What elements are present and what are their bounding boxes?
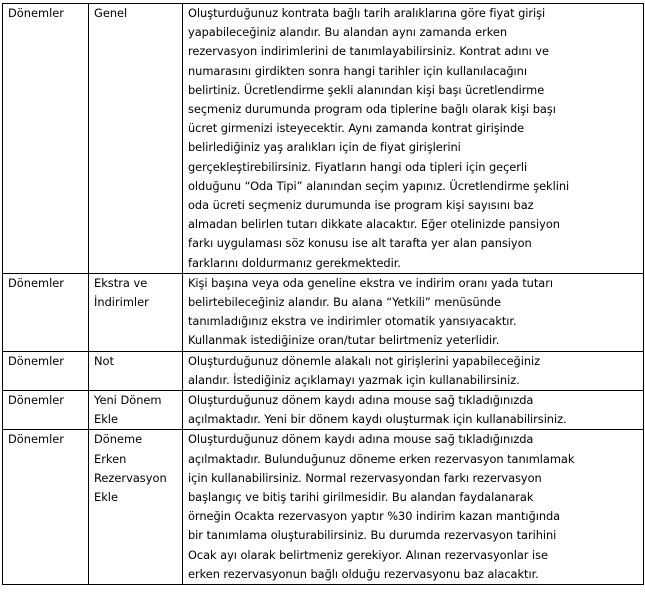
description-cell xyxy=(183,351,644,390)
description-line: belirlediğiniz yaş aralıkları için de fiyat girişlerini xyxy=(188,140,461,155)
description-line: erken rezervasyonun bağlı olduğu rezervasyonu baz alacaktır. xyxy=(188,566,539,581)
description-line: alandır. İstediğiniz açıklamayı yazmak için kullanabilirsiniz. xyxy=(188,372,520,387)
period-label: Dönemler xyxy=(8,432,64,447)
period-label: Dönemler xyxy=(8,393,64,408)
description-line: Oluşturduğunuz dönem kaydı adına mouse sağ tıkladığınızda xyxy=(188,393,534,408)
description-line: tanımladığınız ekstra ve indirimler otomatik yansıyacaktır. xyxy=(188,314,517,329)
section-label-line: Yeni Dönem xyxy=(94,393,162,408)
table-row xyxy=(3,273,644,351)
section-cell xyxy=(89,430,183,585)
section-cell xyxy=(89,4,183,274)
table-body xyxy=(3,4,644,585)
period-cell xyxy=(3,351,89,390)
period-cell xyxy=(3,4,89,274)
section-label-line: Not xyxy=(94,353,114,368)
section-cell xyxy=(89,273,183,351)
period-label: Dönemler xyxy=(8,275,64,290)
description-line: olduğunu “Oda Tipi” alanından seçim yapınız. Ücretlendirme şeklini xyxy=(188,178,570,193)
section-cell xyxy=(89,391,183,430)
description-line: açılmaktadır. Bulunduğunuz döneme erken rezervasyon tanımlamak xyxy=(188,451,575,466)
table-row xyxy=(3,4,644,274)
description-cell xyxy=(183,4,644,274)
description-line: bir tanımlama oluşturabilirsiniz. Bu durumda rezervasyon tarihini xyxy=(188,528,557,543)
description-line: örneğin Ocakta rezervasyon yaptır %30 indirim kazan mantığında xyxy=(188,509,561,524)
description-line: Ocak ayı olarak belirtmeniz gerekiyor. Alınan rezervasyonlar ise xyxy=(188,547,548,562)
description-line: açılmaktadır. Yeni bir dönem kaydı oluşturmak için kullanabilirsiniz. xyxy=(188,412,567,427)
description-line: Oluşturduğunuz kontrata bağlı tarih aralıklarına göre fiyat girişi xyxy=(188,6,546,20)
description-line: Kişi başına veya oda geneline ekstra ve indirim oranı yada tutarı xyxy=(188,275,553,290)
description-line: almadan belirlen tutarı dikkate alacaktır. Eğer otelinizde pansiyon xyxy=(188,217,560,232)
description-line: numarasını girdikten sonra hangi tarihler için kullanılacağını xyxy=(188,63,527,78)
description-line: belirtebileceğiniz alandır. Bu alana “Yetkili” menüsünde xyxy=(188,295,501,310)
description-line: rezervasyon indirimlerini de tanımlayabilirsiniz. Kontrat adını ve xyxy=(188,44,549,59)
description-line: belirtiniz. Ücretlendirme şekli alanından kişi başı ücretlendirme xyxy=(188,82,545,97)
description-line: gerçekleştirebilirsiniz. Fiyatların hangi oda tipleri için geçerli xyxy=(188,159,528,174)
section-label-line: Ekle xyxy=(94,412,118,427)
description-line: farklarını doldurmanız gerekmektedir. xyxy=(188,255,401,270)
description-line: farkı uygulaması söz konusu ise alt tarafta yer alan pansiyon xyxy=(188,236,532,251)
section-label-line: Erken xyxy=(94,451,127,466)
period-cell xyxy=(3,430,89,585)
period-cell xyxy=(3,273,89,351)
period-label: Dönemler xyxy=(8,353,64,368)
description-cell xyxy=(183,391,644,430)
section-label-line: İndirimler xyxy=(94,295,149,310)
table-row xyxy=(3,391,644,430)
period-cell xyxy=(3,391,89,430)
section-label-line: Ekle xyxy=(94,490,118,505)
documentation-table xyxy=(2,3,644,585)
description-line: yapabileceğiniz alandır. Bu alandan aynı zamanda erken xyxy=(188,25,508,40)
section-label-line: Döneme xyxy=(94,432,143,447)
description-cell xyxy=(183,430,644,585)
table-row xyxy=(3,430,644,585)
section-label-line: Rezervasyon xyxy=(94,470,167,485)
description-line: için kullanabilirsiniz. Normal rezervasyondan farkı rezervasyon xyxy=(188,470,542,485)
description-line: Oluşturduğunuz dönem kaydı adına mouse sağ tıkladığınızda xyxy=(188,432,534,447)
section-cell xyxy=(89,351,183,390)
table-row xyxy=(3,351,644,390)
section-label-line: Ekstra ve xyxy=(94,275,148,290)
description-line: başlangıç ve bitiş tarihi girilmesidir. Bu alandan faydalanarak xyxy=(188,490,534,505)
period-label: Dönemler xyxy=(8,6,64,20)
description-cell xyxy=(183,273,644,351)
description-line: ücret girmenizi isteyecektir. Aynı zamanda kontrat girişinde xyxy=(188,121,525,136)
description-line: oda ücreti seçmeniz durumunda ise program kişi sayısını baz xyxy=(188,198,534,213)
section-label-line: Genel xyxy=(94,6,128,20)
description-line: Kullanmak istediğinize oran/tutar belirtmeniz yeterlidir. xyxy=(188,333,500,348)
description-line: Oluşturduğunuz dönemle alakalı not girişlerini yapabileceğiniz xyxy=(188,353,541,368)
description-line: seçmeniz durumunda program oda tiplerine bağlı olarak kişi başı xyxy=(188,102,556,117)
